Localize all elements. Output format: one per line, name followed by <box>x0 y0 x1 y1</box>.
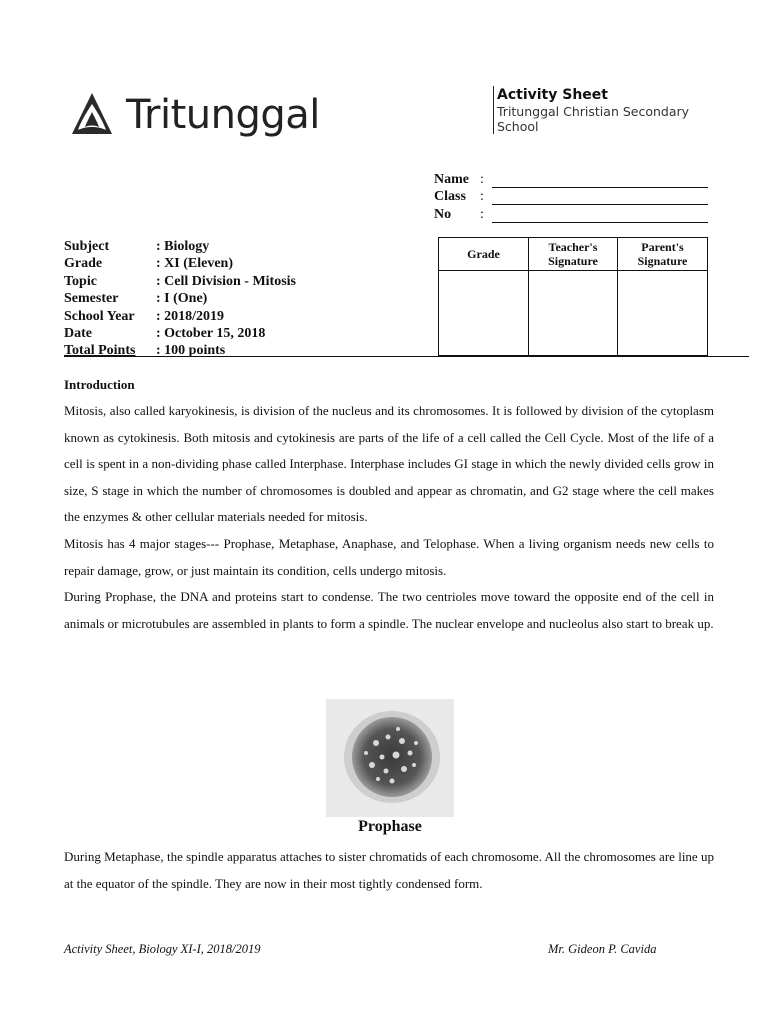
info-row-grade: Grade : XI (Eleven) <box>64 256 233 272</box>
header-divider <box>64 356 749 357</box>
trinity-knot-icon <box>64 90 120 140</box>
logo-text: Tritunggal <box>126 92 320 138</box>
info-row-total-points: Total Points : 100 points <box>64 343 226 359</box>
class-label: Class <box>434 189 466 204</box>
footer-teacher-name: Mr. Gideon P. Cavida <box>548 942 657 956</box>
sheet-title: Activity Sheet <box>497 87 608 103</box>
info-row-topic: Topic : Cell Division - Mitosis <box>64 273 296 289</box>
activity-sheet-title-block <box>493 86 697 134</box>
class-field-row: Class : <box>434 188 708 206</box>
subject-info <box>64 238 296 360</box>
paragraph: During Prophase, the DNA and proteins start to condense. The two centrioles move toward the opposite end of the cell in animals or microtubules are assembled in plants to form a spindle. The nuclear envelope and nucleolus also start to break up. <box>64 589 714 631</box>
no-label: No <box>434 206 452 222</box>
info-row-school-year: School Year : 2018/2019 <box>64 308 225 324</box>
parent-signature-cell[interactable] <box>618 271 708 356</box>
paragraph: Mitosis has 4 major stages--- Prophase, Metaphase, Anaphase, and Telophase. When a living organism needs new cells to repair damage, grow, or just maintain its condition, cells undergo mitosis. <box>64 535 714 578</box>
name-blank-line[interactable] <box>492 175 708 188</box>
introduction-body <box>64 398 714 637</box>
metaphase-body <box>64 844 714 897</box>
grade-signature-table <box>438 237 708 356</box>
image-caption: Prophase <box>358 818 422 835</box>
name-label: Name <box>434 171 469 187</box>
prophase-cell-image <box>326 699 454 817</box>
school-name: Tritunggal Christian Secondary School <box>497 104 690 134</box>
info-row-semester: Semester : I (One) <box>64 291 208 307</box>
teacher-signature-cell[interactable] <box>529 271 618 356</box>
student-identity-fields <box>434 170 708 223</box>
class-blank-line[interactable] <box>492 192 708 205</box>
info-row-date: Date : October 15, 2018 <box>64 326 266 342</box>
parent-signature-header: Parent's Signature <box>618 238 708 271</box>
footer-course-info: Activity Sheet, Biology XI-I, 2018/2019 <box>64 942 261 956</box>
grade-header: Grade <box>439 238 529 271</box>
name-field-row: Name : <box>434 170 708 188</box>
paragraph: During Metaphase, the spindle apparatus attaches to sister chromatids of each chromosome. All the chromosomes are line up at the equator of the spindle. They are now in their most tightly condensed form. <box>64 849 714 891</box>
grade-cell[interactable] <box>439 271 529 356</box>
school-logo <box>64 90 320 140</box>
no-field-row: No : <box>434 205 708 223</box>
no-blank-line[interactable] <box>492 210 708 223</box>
teacher-signature-header: Teacher's Signature <box>529 238 618 271</box>
introduction-heading: Introduction <box>64 377 135 392</box>
prophase-micrograph <box>326 699 454 817</box>
info-row-subject: Subject : Biology <box>64 239 210 254</box>
paragraph: Mitosis, also called karyokinesis, is division of the nucleus and its chromosomes. It is followed by division of the cytoplasm known as cytokinesis. Both mitosis and cytokinesis are parts of the life of a cell called the Cell Cycle. Most of the life of a cell is spent in a non-dividing phase called Interphase. Interphase includes GI stage in which the newly divided cells grow in size, S stage in which the number of chromosomes is doubled and appear as chromatin, and G2 stage where the cell makes the enzymes & other cellular materials needed for mitosis. <box>64 403 714 525</box>
